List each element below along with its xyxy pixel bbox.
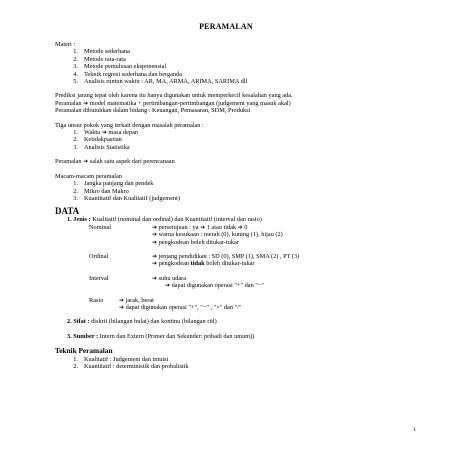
list-item: 1. Kualitatif : Judgement dan intuisi — [73, 355, 169, 363]
tiga-heading: Tiga unsur pokok yang terkait dengan masalah peramalan : — [55, 121, 204, 129]
macam-heading: Macam-macam peramalan — [55, 172, 122, 180]
nominal-sub-2: ➔ pengkodean boleh ditukar-tukar — [152, 238, 239, 246]
rasio-sub-1: ➔ dapat digunakan operasi "+", "−" , "×" dan "/" — [119, 303, 242, 311]
arrow-right-icon: ➔ — [152, 238, 158, 246]
list-item: 2. Metode rata-rata — [73, 55, 126, 63]
list-item: 1. Waktu ➔ masa depan — [73, 129, 139, 137]
arrow-right-icon: ➔ — [152, 274, 158, 282]
arrow-right-icon: ➔ — [152, 260, 158, 268]
list-item: 2. Ketidakpastian — [73, 136, 122, 144]
list-item: 5. Analisis runtun waktu : AR, MA, ARMA, ARIMA, SARIMA dll — [73, 78, 248, 86]
arrow-right-icon: ➔ — [83, 158, 89, 166]
sifat-line: 2. Sifat : diskrit (bilangan bulat) dan kontinu (bilangan riil) — [67, 318, 217, 326]
page-number: 1 — [413, 426, 416, 433]
arrow-right-icon: ➔ — [152, 223, 158, 231]
list-item: 3. Kuantitatif dan Kualitatif (judgement) — [73, 194, 180, 202]
dibutuhkan-paragraph: Peramalan dibutuhkan dalam bidang : Keuangan, Pemasaran, SDM, Produksi — [55, 107, 251, 115]
peramalan-definition: Peramalan ➔ model matematika + pertimbangan-pertimbangan (judgement yang masuk akal) — [55, 99, 291, 107]
interval-row: Interval ➔ suhu udara — [89, 274, 187, 282]
macam-list — [55, 180, 415, 202]
arrow-right-icon: ➔ — [83, 99, 89, 107]
arrow-right-icon: ➔ — [152, 231, 158, 239]
tiga-list — [55, 129, 415, 151]
arrow-right-icon: ➔ — [101, 129, 107, 137]
arrow-right-icon: ➔ — [200, 223, 206, 231]
rasio-row: Rasio ➔ jarak, berat — [89, 296, 154, 304]
list-item: 1. Jangka panjang dan pendek — [73, 180, 154, 188]
arrow-right-icon: ➔ — [237, 223, 243, 231]
arrow-right-icon: ➔ — [165, 282, 171, 290]
list-item: 1. Metode sederhana — [73, 48, 130, 56]
list-item: 4. Teknik regresi sederhana dan berganda — [73, 70, 183, 78]
document-body — [55, 41, 415, 371]
list-item: 3. Metode pemulusan eksponensial — [73, 63, 167, 71]
arrow-right-icon: ➔ — [119, 303, 125, 311]
sumber-line: 3. Sumber : Intern dan Extern (Primer dan Sekunder: pribadi dan umum)) — [67, 332, 255, 340]
page-title: PERAMALAN — [199, 22, 253, 31]
arrow-right-icon: ➔ — [119, 296, 125, 304]
interval-sub-1: ➔ dapat digunakan operasi "+" dan "−" — [165, 282, 265, 290]
jenis-line: 1. Jenis : Kualitatif (nominal dan ordinal) dan Kuantitatif (interval dan rasio) — [67, 216, 262, 224]
salah-satu-paragraph: Peramalan ➔ salah satu aspek dari perencanaan — [55, 158, 175, 166]
prediksi-paragraph: Prediksi jarang tepat oleh karena itu hanya digunakan untuk memperkecil kesalahan yang ada. — [55, 92, 293, 100]
materi-heading: Materi : — [55, 41, 76, 48]
ordinal-sub-1: ➔ pengkodean tidak boleh ditukar-tukar — [152, 260, 255, 268]
nominal-row: Nominal ➔ persetujuan : ya ➔ 1 atau tidak ➔ 0 — [89, 223, 248, 231]
materi-list — [55, 48, 415, 85]
list-item: 2. Mikro dan Makro — [73, 187, 129, 195]
list-item: 3. Analisis Statistika — [73, 143, 130, 151]
data-heading: DATA — [55, 206, 80, 217]
ordinal-row: Ordinal ➔ jenjang pendidikan : SD (0), SMP (1), SMA (2) , PT (3) — [89, 252, 300, 260]
teknik-heading: Teknik Peramalan — [55, 346, 113, 356]
teknik-list — [55, 356, 415, 371]
nominal-sub-1: ➔ warna kesukaan : merah (0), kuning (1), hijau (2) — [152, 231, 283, 239]
list-item: 2. Kuantitatif : deterministik dan probalistik — [73, 363, 189, 371]
arrow-right-icon: ➔ — [152, 252, 158, 260]
